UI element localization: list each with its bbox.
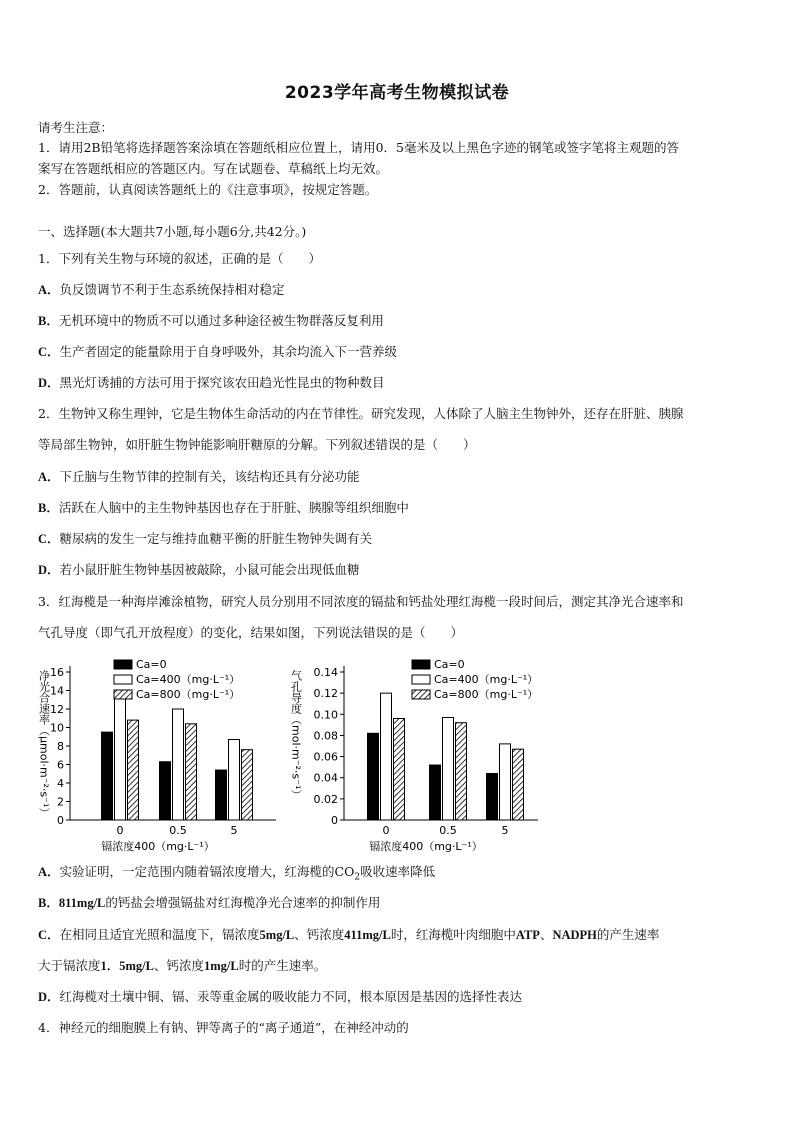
option-text: 糖尿病的发生一定与维持血糖平衡的肝脏生物钟失调有关 — [59, 531, 373, 546]
y-tick-label: 16 — [50, 666, 64, 679]
bold-value: 5mg/L — [259, 928, 295, 942]
option-label: C． — [38, 345, 60, 359]
x-tick-label: 5 — [501, 824, 509, 837]
option-label: D． — [38, 563, 60, 577]
option-text: 时的产生速率。 — [238, 958, 327, 973]
q1-option-c — [38, 342, 397, 362]
q3-option-d — [38, 987, 522, 1007]
legend-swatch — [114, 675, 132, 684]
option-text: 无机环境中的物质不可以通过多种途径被生物群落反复利用 — [58, 313, 384, 328]
option-label: D． — [38, 990, 60, 1004]
q3-option-c — [38, 925, 659, 945]
page-title: 2023学年高考生物模拟试卷 — [284, 83, 510, 103]
bar — [456, 723, 467, 820]
q1-option-d — [38, 373, 385, 393]
y-tick-label: 2 — [57, 795, 64, 809]
bar — [173, 709, 184, 820]
bar — [160, 762, 171, 820]
option-text: 红海榄对土壤中铜、镉、汞等重金属的吸收能力不同，根本原因是基因的选择性表达 — [59, 989, 523, 1004]
x-tick-label: 0.5 — [169, 824, 187, 837]
bar — [242, 750, 253, 820]
legend-label: Ca=400（mg·L⁻¹） — [136, 673, 241, 686]
bar — [115, 694, 126, 820]
q1-option-b — [38, 311, 384, 331]
legend-label: Ca=800（mg·L⁻¹） — [136, 688, 241, 701]
y-tick-label: 0.04 — [313, 771, 338, 785]
bold-value: 1．5mg/L — [100, 959, 154, 973]
bold-value: NADPH — [552, 928, 597, 942]
q3-option-c-cont — [38, 956, 326, 976]
option-text: 活跃在人脑中的主生物钟基因也存在于肝脏、胰腺等组织细胞中 — [58, 500, 409, 515]
notice-item: 案写在答题纸相应的答题区内。写在试题卷、草稿纸上均无效。 — [38, 161, 389, 176]
bar — [443, 717, 454, 820]
x-tick-label: 5 — [230, 824, 238, 837]
bar — [368, 733, 379, 820]
bar — [513, 749, 524, 820]
bar — [381, 693, 392, 820]
option-text: 的钙盐会增强镉盐对红海榄净光合速率的抑制作用 — [105, 895, 381, 910]
bold-value: 1mg/L — [204, 959, 239, 973]
q1-option-a — [38, 280, 285, 300]
y-tick-label: 0.10 — [313, 708, 338, 722]
q2-stem: 等局部生物钟，如肝脏生物钟能影响肝糖原的分解。下列叙述错误的是（ ） — [38, 437, 476, 452]
chart-stomatal-conductance — [286, 650, 546, 852]
option-label: B． — [38, 314, 59, 328]
option-text: 若小鼠肝脏生物钟基因被敲除，小鼠可能会出现低血糖 — [59, 562, 360, 577]
q4-stem: 4．神经元的细胞膜上有钠、钾等离子的“离子通道”，在神经冲动的 — [38, 1020, 409, 1035]
x-axis-label: 镉浓度400（mg·L⁻¹） — [101, 840, 215, 852]
option-text: 、钙浓度 — [154, 958, 205, 973]
option-label: B． — [38, 501, 59, 515]
bar — [102, 732, 113, 820]
option-label: A． — [38, 470, 60, 484]
subscript: 2 — [354, 872, 361, 883]
chart-photosynthesis-rate — [32, 650, 288, 852]
bar — [487, 773, 498, 820]
option-text: 下丘脑与生物节律的控制有关，该结构还具有分泌功能 — [59, 469, 360, 484]
bar — [216, 770, 227, 820]
bold-value: 411mg/L — [344, 928, 391, 942]
option-label: C． — [38, 532, 60, 546]
bar — [500, 744, 511, 820]
legend-swatch — [412, 690, 430, 699]
option-text: 大于镉浓度 — [38, 958, 101, 973]
y-tick-label: 8 — [57, 740, 64, 753]
y-tick-label: 0.02 — [313, 792, 338, 806]
option-text: 黑光灯诱捕的方法可用于探究该农田趋光性昆虫的物种数目 — [59, 375, 385, 390]
y-axis-label: 气孔导度（mol·m⁻²·s⁻¹） — [289, 670, 303, 801]
q2-option-d — [38, 560, 360, 580]
section-heading: 一、选择题(本大题共7小题,每小题6分,共42分。) — [38, 224, 307, 239]
option-label: C． — [38, 928, 60, 942]
option-text: 、钙浓度 — [294, 927, 345, 942]
bold-value: ATP — [515, 928, 540, 942]
notice-item: 2．答题前，认真阅读答题纸上的《注意事项》，按规定答题。 — [38, 182, 378, 197]
x-tick-label: 0 — [116, 824, 124, 837]
y-tick-label: 0.08 — [313, 729, 338, 743]
legend-label: Ca=0 — [136, 658, 167, 671]
legend-label: Ca=0 — [434, 658, 465, 671]
y-tick-label: 0.12 — [313, 687, 338, 701]
q3-stem: 3．红海榄是一种海岸滩涂植物，研究人员分别用不同浓度的镉盐和钙盐处理红海榄一段时间后，测定其净光合速率和 — [38, 594, 684, 609]
y-tick-label: 10 — [50, 721, 64, 735]
y-tick-label: 0.06 — [313, 750, 338, 764]
option-label: A． — [38, 865, 60, 879]
option-text: 的产生速率 — [596, 927, 660, 942]
q2-option-b — [38, 498, 409, 518]
y-tick-label: 4 — [57, 777, 64, 790]
x-tick-label: 0.5 — [439, 824, 457, 837]
bar — [229, 740, 240, 820]
bar — [186, 724, 197, 820]
bar — [128, 720, 139, 820]
option-text: 生产者固定的能量除用于自身呼吸外，其余均流入下一营养级 — [59, 344, 398, 359]
y-axis-label: 净光合速率（μmol·m⁻²·s⁻¹） — [37, 670, 51, 819]
q2-option-c — [38, 529, 372, 549]
q3-stem: 气孔导度（即气孔开放程度）的变化，结果如图，下列说法错误的是（ ） — [38, 625, 464, 640]
q2-stem: 2．生物钟又称生理钟，它是生物体生命活动的内在节律性。研究发现，人体除了人脑主生物钟外，还存在肝脏、胰腺 — [38, 406, 684, 421]
y-tick-label: 0 — [331, 814, 338, 827]
bar — [430, 765, 441, 820]
notice-heading: 请考生注意： — [38, 120, 114, 135]
y-tick-label: 14 — [50, 684, 64, 698]
option-text: 在相同且适宜光照和温度下，镉浓度 — [59, 927, 260, 942]
y-tick-label: 0.14 — [313, 666, 338, 679]
notice-item: 1．请用2B铅笔将选择题答案涂填在答题纸相应位置上，请用0．5毫米及以上黑色字迹的钢笔或签字笔将主观题的答 — [38, 140, 679, 155]
bar — [394, 719, 405, 820]
legend-label: Ca=800（mg·L⁻¹） — [434, 688, 539, 701]
y-tick-label: 12 — [50, 703, 64, 716]
option-text: 实验证明，一定范围内随着镉浓度增大，红海榄的CO — [59, 864, 355, 879]
x-axis-label: 镉浓度400（mg·L⁻¹） — [369, 840, 483, 852]
y-tick-label: 6 — [57, 758, 64, 772]
legend-swatch — [114, 690, 132, 699]
legend-swatch — [114, 660, 132, 669]
q3-option-a — [38, 862, 435, 888]
y-tick-label: 0 — [57, 814, 64, 827]
bold-value: 811mg/L — [58, 896, 106, 910]
legend-swatch — [412, 660, 430, 669]
option-text: 、 — [539, 927, 553, 942]
option-label: D． — [38, 376, 60, 390]
legend-label: Ca=400（mg·L⁻¹） — [434, 673, 539, 686]
option-text: 吸收速率降低 — [360, 864, 436, 879]
option-label: B． — [38, 896, 59, 910]
q3-option-b — [38, 893, 380, 913]
option-label: A． — [38, 283, 60, 297]
q2-option-a — [38, 467, 360, 487]
x-tick-label: 0 — [382, 824, 390, 837]
legend-swatch — [412, 675, 430, 684]
option-text: 时，红海榄叶肉细胞中 — [390, 927, 516, 942]
q1-stem: 1．下列有关生物与环境的叙述，正确的是（ ） — [38, 251, 321, 266]
option-text: 负反馈调节不利于生态系统保持相对稳定 — [59, 282, 285, 297]
